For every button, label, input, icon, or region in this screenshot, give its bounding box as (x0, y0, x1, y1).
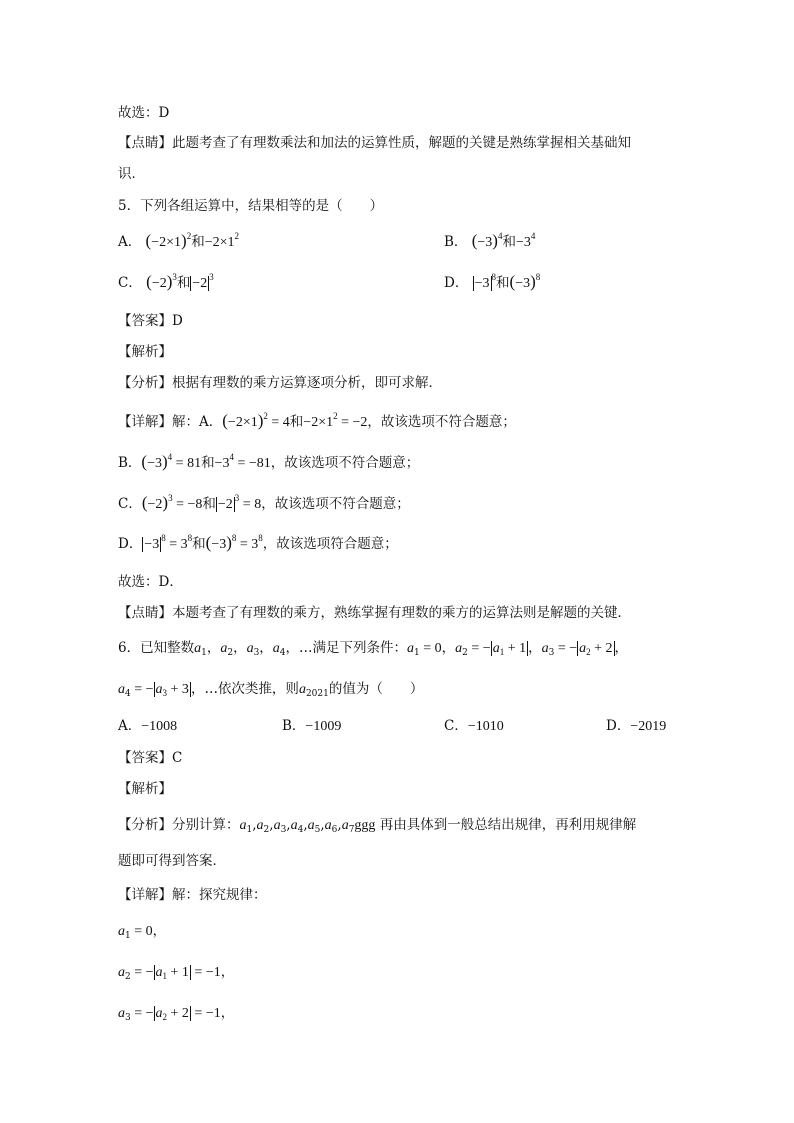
dianjing-text: 【点睛】此题考查了有理数乘法和加法的运算性质，解题的关键是熟练掌握相关基础知 (118, 135, 631, 151)
q6-option-b: B．−1009 (282, 718, 342, 734)
q5-jiexi-heading: 【解析】 (118, 344, 172, 360)
dianjing-text-cont: 识． (118, 166, 145, 182)
q6-fenxi-line1: 【分析】分别计算：$a_1,a_2,a_3,a_4,a_5,a_6,a_7ggg$ 再由具体到一般总结出规律，再利用规律解 (118, 817, 637, 835)
q6-option-a: A．−1008 (118, 718, 178, 734)
q5-option-a: A． $(-2\times 1)^2$和$-2\times 1^2$ (118, 231, 239, 250)
q6-fenxi-line2: 题即可得到答案． (118, 853, 226, 869)
question-6-title-line2: $a_4$ = − $a_3 + 3$ ，…依次类推，则$a_{2021}$的值为（ ） (118, 681, 424, 699)
q5-dianjing: 【点睛】本题考查了有理数的乘方，熟练掌握有理数的乘方的运算法则是解题的关键． (118, 605, 631, 621)
q6-step-a2: $a_2$ = − $a_1 + 1 = -1$， (118, 964, 235, 982)
q5-xiangjie-a: 【详解】解：A．$(-2\times 1)^2 = 4$和$-2\times 1^2 = -2$，故该选项不符合题意； (118, 411, 516, 430)
q5-xiangjie-b: B．$(-3)^4 = 81$和$-3^4 = -81$，故该选项不符合题意； (118, 452, 420, 471)
q5-option-d: D． −3 $^8$和$(-3)^8$ (444, 272, 541, 291)
q5-xiangjie-d: D． −3 $^8 = 3^8$和$(-3)^8 = 3^8$，故该选项符合题意； (118, 533, 398, 552)
q5-option-b: B． $(-3)^4$和$-3^4$ (444, 231, 536, 250)
q5-answer: 【答案】D (118, 313, 183, 329)
conclusion-text: 故选：D (118, 105, 170, 121)
q6-option-d: D．−2019 (606, 718, 667, 734)
q6-jiexi-heading: 【解析】 (118, 781, 172, 797)
q6-step-a3: $a_3$ = − $a_2 + 2 = -1$， (118, 1005, 235, 1023)
question-6-title-line1: 6．已知整数$a_1$，$a_2$，$a_3$，$a_4$，…满足下列条件：$a_1 = 0$，$a_2$ = − $a_1 + 1$ ，$a_3$ = − $a_2 + 2$ ， (118, 640, 629, 658)
q5-conclusion: 故选：D． (118, 574, 183, 590)
q5-option-c: C． $(-2)^3$和 −2 $^3$ (118, 272, 214, 291)
question-5-title: 5．下列各组运算中，结果相等的是（ ） (118, 198, 384, 214)
q6-answer: 【答案】C (118, 750, 183, 766)
q5-fenxi: 【分析】根据有理数的乘方运算逐项分析，即可求解． (118, 375, 442, 391)
q5-xiangjie-c: C．$(-2)^3 = -8$和 −2 $^3$ = 8，故该选项不符合题意； (118, 493, 410, 512)
q6-option-c: C．−1010 (444, 718, 504, 734)
q6-xiangjie: 【详解】解：探究规律： (118, 887, 267, 903)
q6-step-a1: $a_1 = 0$， (118, 923, 167, 941)
